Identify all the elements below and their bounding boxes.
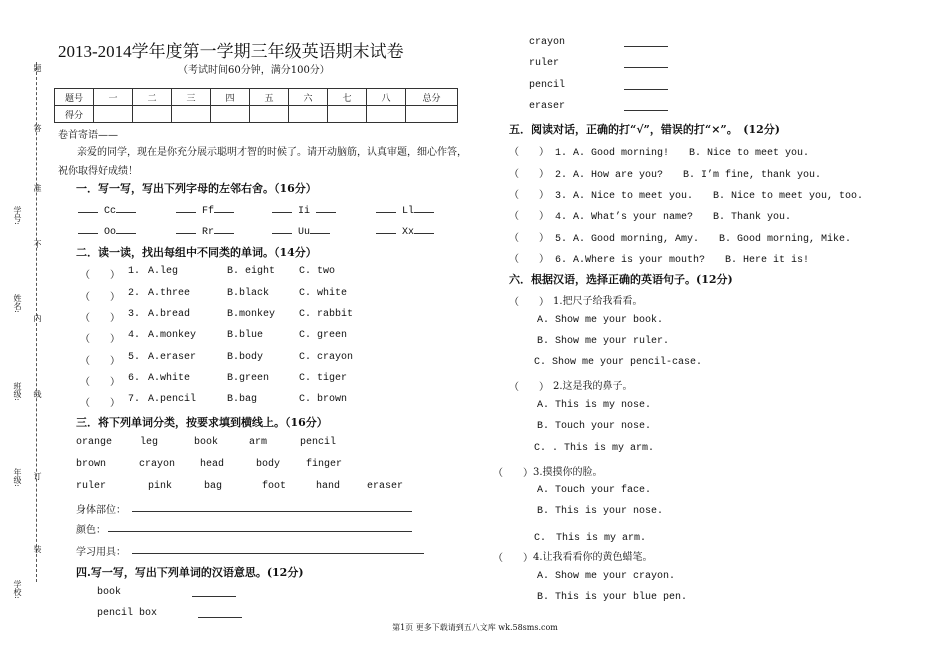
dialogue-item: 3. A. Nice to meet you. B. Nice to meet you, too. (555, 191, 864, 202)
table-cell: 题号 (55, 89, 94, 106)
option-a: A.monkey (148, 330, 197, 341)
item-number: 6. (128, 373, 141, 384)
bracket-answer[interactable]: （ ） (509, 234, 549, 245)
option-c: C. green (299, 330, 348, 341)
answer-line[interactable] (624, 89, 668, 90)
word: book (194, 437, 219, 448)
word: hand (316, 481, 341, 492)
item-number: 1. (128, 266, 141, 277)
option-b: B. Touch your nose. (537, 421, 652, 432)
bracket-answer[interactable]: （ ） (509, 383, 549, 394)
score-table-score-row (55, 106, 458, 123)
bracket-answer[interactable]: （ ） (80, 399, 120, 410)
letter-item: Cc (78, 203, 136, 217)
bracket-answer[interactable]: （ ） (509, 170, 549, 181)
name-label: 姓名: (13, 294, 22, 313)
item-number: 2. (128, 288, 141, 299)
word: body (256, 459, 281, 470)
option-c: C. two (299, 266, 336, 277)
class-label: 班级: (13, 382, 22, 401)
bracket-answer[interactable]: （ ） (493, 554, 533, 565)
intro-heading: 卷首寄语—— (58, 130, 118, 141)
letter-item: Ff (176, 203, 234, 217)
option-a: A.bread (148, 309, 191, 320)
bracket-answer[interactable]: （ ） (80, 314, 120, 325)
letter-item: Xx (376, 224, 434, 238)
section-6-heading: 六．根据汉语，选择正确的英语句子。(12分) (509, 273, 733, 286)
word: pink (148, 481, 173, 492)
answer-line[interactable] (192, 596, 236, 597)
word: pencil box (97, 608, 158, 619)
score-cell[interactable] (94, 106, 133, 123)
letter-item: Uu (272, 224, 330, 238)
answer-line[interactable] (624, 110, 668, 111)
dialogue-item: 5. A. Good morning, Amy. B. Good morning, Mike. (555, 234, 852, 245)
option-a: A.leg (148, 266, 179, 277)
word: book (97, 587, 122, 598)
stationery-label: 学习用具： (76, 547, 126, 558)
table-cell: 四 (211, 89, 250, 106)
letter-item: Oo (78, 224, 136, 238)
student-number-label: 学号: (13, 206, 22, 225)
question-prompt: 3.摸摸你的脸。 (533, 467, 603, 478)
dialogue-item: 4. A. What’s your name? B. Thank you. (555, 212, 792, 223)
margin-char: 订 (33, 472, 42, 480)
dialogue-item: 6. A.Where is your mouth? B. Here it is! (555, 255, 810, 266)
word: pencil (300, 437, 337, 448)
option-a: A. Show me your crayon. (537, 571, 676, 582)
word: orange (76, 437, 113, 448)
margin-char: 答 (33, 124, 42, 132)
letter-item: Ii (272, 203, 336, 217)
letter-item: Ll (376, 203, 434, 217)
item-number: 5. (128, 352, 141, 363)
option-b: B.bag (227, 394, 258, 405)
section-2-heading: 二．读一读，找出每组中不同类的单词。（14分） (76, 246, 317, 259)
score-cell[interactable] (133, 106, 172, 123)
score-cell[interactable] (172, 106, 211, 123)
table-cell: 八 (367, 89, 406, 106)
bracket-answer[interactable]: （ ） (80, 335, 120, 346)
section-1-heading: 一．写一写，写出下列字母的左邻右舍。（16分） (76, 182, 317, 195)
table-cell: 七 (328, 89, 367, 106)
score-cell[interactable] (367, 106, 406, 123)
section-5-heading: 五．阅读对话，正确的打“√”，错误的打“×”。 (12分) (509, 123, 780, 136)
bracket-answer[interactable]: （ ） (80, 378, 120, 389)
table-cell: 五 (250, 89, 289, 106)
dialogue-item: 2. A. How are you? B. I’m fine, thank you. (555, 170, 822, 181)
margin-char: 准 (33, 184, 42, 192)
option-c: C. rabbit (299, 309, 354, 320)
school-label: 学校: (13, 580, 22, 599)
word: crayon (139, 459, 176, 470)
score-table (54, 88, 458, 123)
question-prompt: 4.让我看看你的黄色蜡笔。 (533, 552, 653, 563)
word: ruler (76, 481, 107, 492)
option-b: B. This is your blue pen. (537, 592, 688, 603)
option-b: B. eight (227, 266, 276, 277)
intro-line: 亲爱的同学，现在是你充分展示聪明才智的时候了。请开动脑筋，认真审题，细心作答， (77, 147, 467, 158)
word: eraser (367, 481, 404, 492)
bracket-answer[interactable]: （ ） (509, 255, 549, 266)
word: brown (76, 459, 107, 470)
option-a: A.eraser (148, 352, 197, 363)
option-c: C. . This is my arm. (534, 443, 655, 454)
table-cell: 得分 (55, 106, 94, 123)
option-a: A.white (148, 373, 191, 384)
question-prompt: 1.把尺子给我看看。 (553, 296, 643, 307)
option-c: C. brown (299, 394, 348, 405)
question-prompt: 2.这是我的鼻子。 (553, 381, 633, 392)
page-footer: 第1页 更多下载请到五八文库 wk.58sms.com (392, 623, 558, 632)
section-4-heading: 四.写一写，写出下列单词的汉语意思。(12分) (76, 566, 304, 579)
margin-char: 线 (33, 390, 42, 398)
dialogue-item: 1. A. Good morning! B. Nice to meet you. (555, 148, 810, 159)
word: ruler (529, 58, 560, 69)
item-number: 3. (128, 309, 141, 320)
option-c: C. This is my arm. (534, 533, 647, 544)
letter-item: Rr (176, 224, 234, 238)
option-a: A.three (148, 288, 191, 299)
margin-char: 装 (33, 545, 42, 553)
answer-line[interactable] (198, 617, 242, 618)
option-a: A. Show me your book. (537, 315, 664, 326)
stationery-answer-line[interactable] (132, 553, 424, 554)
bracket-answer[interactable]: （ ） (509, 191, 549, 202)
option-b: B.green (227, 373, 270, 384)
table-cell: 总分 (406, 89, 458, 106)
option-b: B.black (227, 288, 270, 299)
item-number: 4. (128, 330, 141, 341)
intro-line: 祝你取得好成绩！ (58, 166, 138, 177)
section-3-heading: 三．将下列单词分类，按要求填到横线上。（16分） (76, 416, 328, 429)
option-a: A. Touch your face. (537, 485, 652, 496)
table-cell: 二 (133, 89, 172, 106)
bracket-answer[interactable]: （ ） (509, 298, 549, 309)
bracket-answer[interactable]: （ ） (80, 357, 120, 368)
option-b: B. Show me your ruler. (537, 336, 670, 347)
word: head (200, 459, 225, 470)
score-cell[interactable] (289, 106, 328, 123)
option-b: B.blue (227, 330, 264, 341)
binding-line (36, 62, 37, 582)
bracket-answer[interactable]: （ ） (509, 212, 549, 223)
answer-line[interactable] (624, 67, 668, 68)
word: finger (306, 459, 343, 470)
option-a: A.pencil (148, 394, 197, 405)
score-cell[interactable] (250, 106, 289, 123)
grade-label: 年级: (13, 468, 22, 487)
table-cell: 六 (289, 89, 328, 106)
word: eraser (529, 101, 566, 112)
score-cell[interactable] (406, 106, 458, 123)
word: bag (204, 481, 223, 492)
score-cell[interactable] (328, 106, 367, 123)
body-parts-label: 身体部位： (76, 505, 126, 516)
score-cell[interactable] (211, 106, 250, 123)
bracket-answer[interactable]: （ ） (493, 469, 533, 480)
word: foot (262, 481, 287, 492)
item-number: 7. (128, 394, 141, 405)
option-c: C. white (299, 288, 348, 299)
margin-char: 题 (33, 64, 42, 72)
bracket-answer[interactable]: （ ） (509, 148, 549, 159)
page-title: 2013-2014学年度第一学期三年级英语期末试卷 (58, 42, 404, 61)
colors-label: 颜色： (76, 525, 106, 536)
option-c: C. crayon (299, 352, 354, 363)
answer-line[interactable] (624, 46, 668, 47)
body-parts-answer-line[interactable] (132, 511, 412, 512)
option-a: A. This is my nose. (537, 400, 652, 411)
word: arm (249, 437, 268, 448)
page-subtitle: （考试时间60分钟，满分100分） (178, 65, 330, 76)
score-table-header-row (55, 89, 458, 106)
word: crayon (529, 37, 566, 48)
table-cell: 一 (94, 89, 133, 106)
word: pencil (529, 80, 566, 91)
option-c: C. Show me your pencil-case. (534, 357, 703, 368)
option-b: B. This is your nose. (537, 506, 664, 517)
bracket-answer[interactable]: （ ） (80, 293, 120, 304)
margin-char: 内 (33, 314, 42, 322)
margin-char: 不 (33, 240, 42, 248)
option-c: C. tiger (299, 373, 348, 384)
bracket-answer[interactable]: （ ） (80, 271, 120, 282)
table-cell: 三 (172, 89, 211, 106)
option-b: B.monkey (227, 309, 276, 320)
option-b: B.body (227, 352, 264, 363)
word: leg (140, 437, 159, 448)
colors-answer-line[interactable] (108, 531, 412, 532)
